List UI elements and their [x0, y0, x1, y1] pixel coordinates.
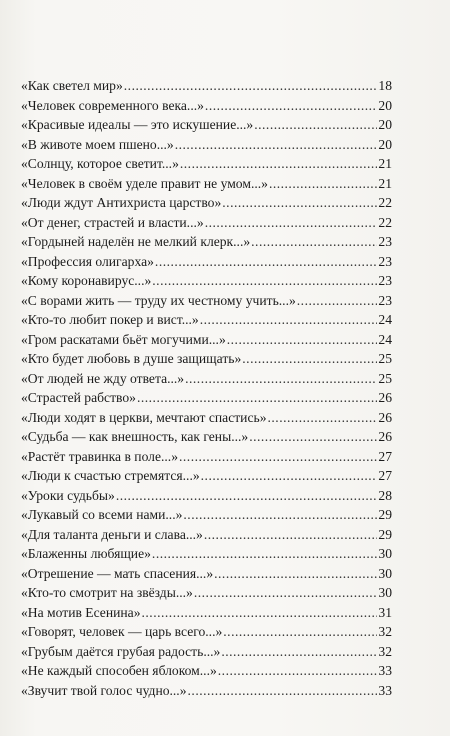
toc-entry	[21, 466, 392, 486]
toc-leader-dots	[249, 427, 377, 447]
toc-entry-title: «Кому коронавирус...»	[21, 273, 152, 288]
toc-entry	[21, 96, 392, 116]
toc-entry-title: «Человек современного века...»	[21, 97, 204, 113]
toc-entry-title: «Кто-то смотрит на звёзды...»	[21, 585, 193, 600]
toc-entry-page: 21	[378, 175, 392, 191]
toc-leader-dots	[116, 486, 378, 506]
toc-entry-page: 29	[378, 507, 392, 522]
toc-entry	[21, 115, 392, 135]
toc-entry-title: «Профессия олигарха»	[21, 253, 154, 269]
toc-entry-page: 20	[378, 97, 392, 113]
toc-entry-title: «Не каждый способен яблоком...»	[21, 663, 217, 678]
toc-entry-page: 26	[378, 409, 392, 425]
toc-entry	[21, 174, 392, 194]
toc-entry	[21, 232, 392, 252]
toc-entry-title: «Красивые идеалы — это искушение...»	[21, 117, 254, 132]
toc-leader-dots	[222, 193, 377, 213]
toc-entry	[21, 310, 392, 330]
toc-entry-title: «От людей не жду ответа...»	[21, 370, 185, 386]
toc-entry-title: «Говорят, человек — царь всего...»	[21, 624, 223, 639]
toc-entry	[21, 486, 392, 506]
toc-leader-dots	[205, 213, 378, 233]
toc-leader-dots	[200, 310, 378, 330]
toc-entry-page: 28	[378, 487, 392, 503]
toc-entry-page: 22	[378, 195, 392, 210]
toc-entry-page: 30	[378, 565, 392, 581]
toc-entry-title: «С ворами жить — труду их честному учить...»	[21, 292, 296, 308]
toc-entry	[21, 427, 392, 447]
toc-entry-title: «Человек в своём уделе правит не умом...»	[21, 175, 268, 191]
toc-entry	[21, 408, 392, 428]
toc-entry-page: 20	[378, 136, 392, 152]
toc-leader-dots	[152, 544, 377, 564]
toc-entry-page: 20	[378, 117, 392, 132]
toc-entry-title: «Гром раскатами бьёт могучими...»	[21, 331, 226, 347]
toc-entry-page: 30	[378, 546, 392, 561]
toc-entry	[21, 544, 392, 564]
toc-entry-page: 31	[378, 604, 392, 620]
table-of-contents	[21, 76, 392, 700]
toc-entry-page: 32	[378, 643, 392, 659]
toc-entry	[21, 154, 392, 174]
toc-entry-page: 23	[378, 292, 392, 308]
toc-entry-title: «Грубым даётся грубая радость...»	[21, 643, 221, 659]
toc-entry-page: 23	[378, 234, 392, 249]
toc-entry-page: 27	[378, 448, 392, 464]
toc-entry	[21, 76, 392, 96]
toc-entry-title: «Гордыней наделён не мелкий клерк...»	[21, 234, 251, 249]
toc-entry-page: 32	[378, 624, 392, 639]
toc-entry-title: «Растёт травинка в поле...»	[21, 448, 178, 464]
toc-entry-title: «Для таланта деньги и слава...»	[21, 526, 203, 542]
toc-leader-dots	[297, 291, 378, 311]
toc-entry-title: «Судьба — как внешность, как гены...»	[21, 429, 249, 444]
toc-entry-page: 26	[378, 390, 392, 405]
toc-leader-dots	[201, 466, 378, 486]
toc-leader-dots	[155, 252, 377, 272]
toc-entry	[21, 505, 392, 525]
toc-entry-title: «Люди к счастью стремятся...»	[21, 468, 200, 483]
toc-entry-title: «Кто будет любовь в душе защищать»	[21, 351, 242, 366]
toc-leader-dots	[188, 681, 378, 701]
toc-leader-dots	[269, 174, 377, 194]
toc-entry-title: «Уроки судьбы»	[21, 487, 115, 503]
toc-entry	[21, 603, 392, 623]
toc-entry-page: 33	[378, 682, 392, 698]
toc-entry	[21, 583, 392, 603]
toc-entry	[21, 525, 392, 545]
toc-leader-dots	[185, 369, 377, 389]
toc-entry-page: 23	[378, 253, 392, 269]
toc-leader-dots	[137, 388, 377, 408]
toc-leader-dots	[205, 96, 377, 116]
toc-entry-page: 33	[378, 663, 392, 678]
toc-leader-dots	[124, 76, 378, 96]
toc-leader-dots	[242, 349, 377, 369]
toc-entry-title: «Блаженны любящие»	[21, 546, 151, 561]
toc-entry-page: 23	[378, 273, 392, 288]
toc-leader-dots	[194, 583, 378, 603]
toc-entry	[21, 681, 392, 701]
toc-entry	[21, 330, 392, 350]
toc-entry-title: «Люди ходят в церкви, мечтают спастись»	[21, 409, 267, 425]
toc-leader-dots	[251, 232, 377, 252]
toc-leader-dots	[254, 115, 377, 135]
toc-leader-dots	[223, 622, 377, 642]
toc-entry	[21, 642, 392, 662]
toc-entry	[21, 661, 392, 681]
toc-entry	[21, 369, 392, 389]
toc-entry-page: 21	[378, 156, 392, 171]
toc-entry	[21, 349, 392, 369]
toc-leader-dots	[175, 135, 378, 155]
toc-entry-title: «Страстей рабство»	[21, 390, 136, 405]
toc-entry-title: «В животе моем пшено...»	[21, 136, 174, 152]
toc-entry-title: «Лукавый со всеми нами...»	[21, 507, 183, 522]
toc-entry	[21, 564, 392, 584]
toc-entry-title: «На мотив Есенина»	[21, 604, 141, 620]
toc-entry-page: 24	[378, 331, 392, 347]
toc-entry	[21, 252, 392, 272]
toc-entry	[21, 291, 392, 311]
toc-leader-dots	[227, 330, 378, 350]
toc-leader-dots	[183, 505, 377, 525]
toc-leader-dots	[180, 154, 378, 174]
toc-leader-dots	[214, 564, 377, 584]
toc-entry-title: «Солнцу, которое светит...»	[21, 156, 179, 171]
toc-leader-dots	[142, 603, 378, 623]
toc-entry-title: «Люди ждут Антихриста царство»	[21, 195, 222, 210]
toc-leader-dots	[152, 271, 377, 291]
toc-entry-page: 22	[378, 214, 392, 230]
toc-leader-dots	[179, 447, 377, 467]
toc-entry	[21, 622, 392, 642]
toc-leader-dots	[221, 642, 377, 662]
toc-entry-title: «Как светел мир»	[21, 78, 123, 93]
toc-entry-title: «От денег, страстей и власти...»	[21, 214, 204, 230]
toc-entry-page: 18	[378, 78, 392, 93]
toc-entry-title: «Звучит твой голос чудно...»	[21, 682, 187, 698]
toc-entry-page: 29	[378, 526, 392, 542]
toc-entry-page: 30	[378, 585, 392, 600]
toc-entry	[21, 447, 392, 467]
toc-entry-page: 25	[378, 351, 392, 366]
toc-entry	[21, 193, 392, 213]
toc-entry-page: 26	[378, 429, 392, 444]
toc-entry-title: «Отрешение — мать спасения...»	[21, 565, 214, 581]
toc-leader-dots	[218, 661, 378, 681]
toc-entry	[21, 271, 392, 291]
toc-entry	[21, 135, 392, 155]
toc-entry-page: 27	[378, 468, 392, 483]
toc-entry-page: 24	[378, 312, 392, 327]
toc-entry	[21, 388, 392, 408]
toc-leader-dots	[268, 408, 378, 428]
toc-entry-title: «Кто-то любит покер и вист...»	[21, 312, 199, 327]
toc-entry	[21, 213, 392, 233]
toc-leader-dots	[204, 525, 378, 545]
toc-entry-page: 25	[378, 370, 392, 386]
